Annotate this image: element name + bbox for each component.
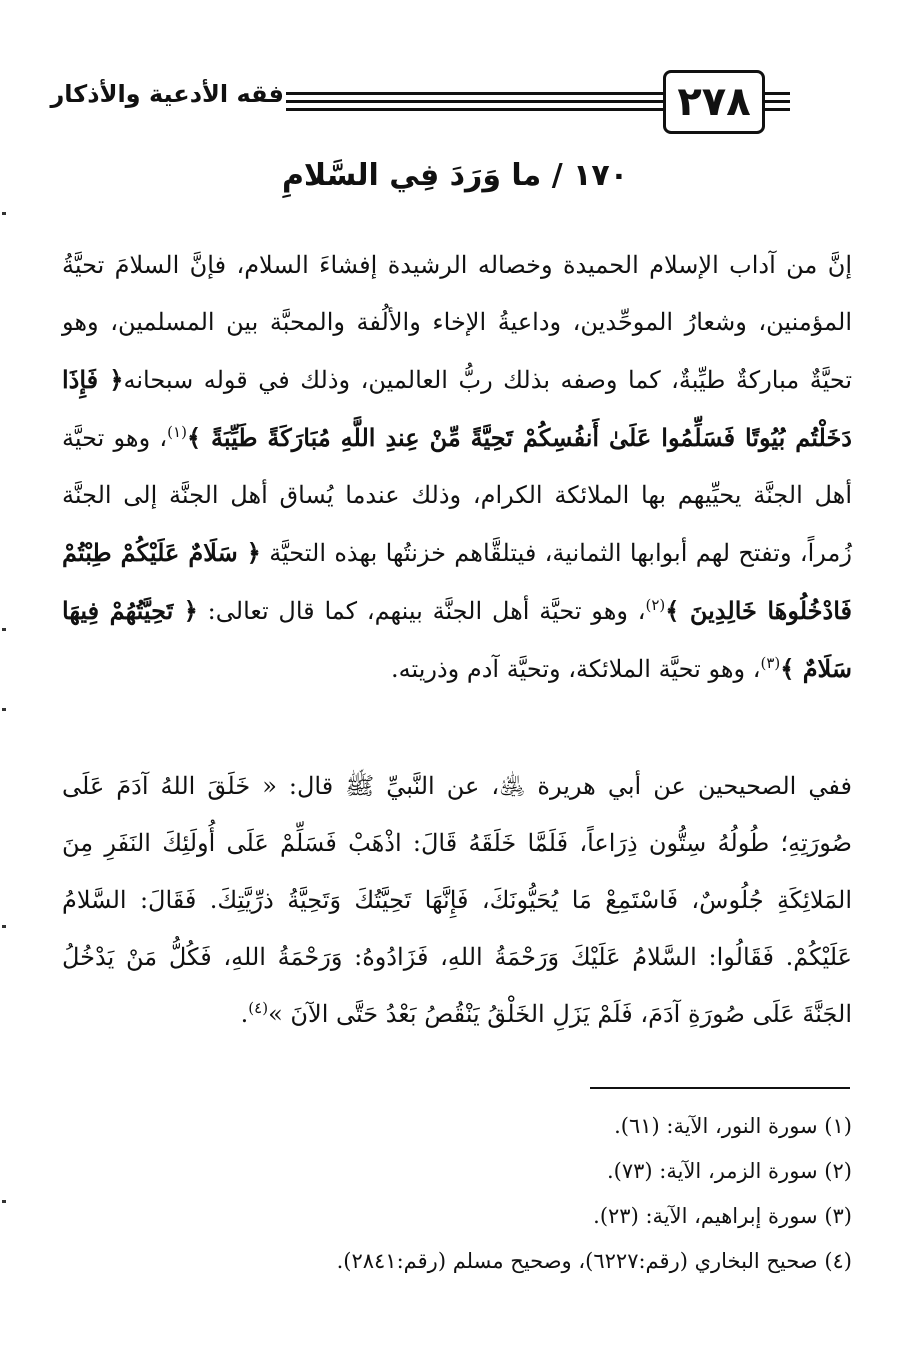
footnotes-list [62, 1104, 852, 1284]
footnote-ref: (٣) [760, 654, 781, 672]
footnote: (٤) صحيح البخاري (رقم:٦٢٢٧)، وصحيح مسلم (رقم:٢٨٤١). [336, 1249, 852, 1273]
scan-speck [2, 708, 6, 711]
book-title: فقه الأدعية والأذكار [50, 80, 284, 108]
hadith-text: ففي الصحيحين عن أبي هريرة ﵁، عن النَّبيِّ ﷺ قال: « خَلَقَ اللهُ آدَمَ عَلَى صُورَتِهِ؛ طُولُهُ سِتُّون ذِرَاعاً، فَلَمَّا خَلَقَهُ قَالَ: اذْهَبْ فَسَلِّمْ عَلَى أُولَئِكَ النَفَرِ مِنَ المَلائِكَةِ جُلُوسٌ، فَاسْتَمِعْ مَا يُحَيُّونَكَ، فَإِنَّهَا تَحِيَّتُكَ وَتَحِيَّةُ ذرِّيَّتِكَ. فَقَالَ: السَّلامُ عَلَيْكُمْ. فَقَالُوا: السَّلامُ عَلَيْكَ وَرَحْمَةُ اللهِ، فَزَادُوهُ: وَرَحْمَةُ اللهِ، فَكُلُّ مَنْ يَدْخُلُ الجَنَّةَ عَلَى صُورَةِ آدَمَ، فَلَمْ يَزَلِ الخَلْقُ يَنْقُصُ بَعْدُ حَتَّى الآنَ » [62, 772, 852, 1028]
footnote-divider [590, 1087, 850, 1089]
header-rule [286, 100, 664, 103]
paragraph-text: إنَّ من آداب الإسلام الحميدة وخصاله الرشيدة إفشاءَ السلام، فإنَّ السلامَ تحيَّةُ المؤمنين، وشعارُ الموحِّدين، وداعيةُ الإخاء والألُفة والمحبَّة بين المسلمين، وهو تحيَّةٌ مباركةٌ طيِّبةٌ، كما وصفه بذلك ربُّ العالمين، وذلك في قوله سبحانه [62, 251, 852, 394]
header-rule [286, 92, 664, 95]
body-paragraph-1 [62, 237, 852, 698]
paragraph-text: . [240, 1000, 249, 1028]
chapter-title: ١٧٠ / ما وَرَدَ فِي السَّلامِ [281, 158, 629, 193]
footnote-ref: (٤) [248, 999, 269, 1017]
footnote-ref: (٢) [645, 596, 666, 614]
scan-speck [2, 212, 6, 215]
paragraph-text: ، وهو تحيَّة أهل الجنَّة يحيِّيهم بها الملائكة الكرام، وذلك عندما يُساق أهل الجنَّة إلى الجنَّة زُمراً، وتفتح لهم أبوابها الثمانية، فيتلقَّاهم خزنتُها بهذه التحيَّة [62, 424, 852, 567]
page-number: ٢٧٨ [663, 70, 765, 134]
scan-speck [2, 925, 6, 928]
quran-verse: ﴿ فَإِذَا دَخَلْتُم بُيُوتًا فَسَلِّمُوا عَلَىٰ أَنفُسِكُمْ تَحِيَّةً مِّنْ عِندِ اللَّهِ مُبَارَكَةً طَيِّبَةً ﴾ [62, 365, 852, 452]
scan-speck [2, 628, 6, 631]
body-paragraph-2 [62, 758, 852, 1043]
header-rule [286, 108, 664, 111]
paragraph-text: ، وهو تحيَّة الملائكة، وتحيَّة آدم وذريته. [390, 655, 761, 683]
footnote: (٣) سورة إبراهيم، الآية: (٢٣). [593, 1204, 852, 1228]
quran-verse: ﴿ سَلَامٌ عَلَيْكُمْ طِبْتُمْ فَادْخُلُوهَا خَالِدِينَ ﴾ [62, 538, 852, 625]
scan-speck [2, 1200, 6, 1203]
quran-verse: ﴿ تَحِيَّتُهُمْ فِيهَا سَلَامٌ ﴾ [62, 596, 852, 683]
footnote: (١) سورة النور، الآية: (٦١). [614, 1114, 852, 1138]
footnote: (٢) سورة الزمر، الآية: (٧٣). [606, 1159, 852, 1183]
footnote-ref: (١) [167, 423, 187, 441]
paragraph-text: ، وهو تحيَّة أهل الجنَّة بينهم، كما قال تعالى: [207, 597, 646, 625]
